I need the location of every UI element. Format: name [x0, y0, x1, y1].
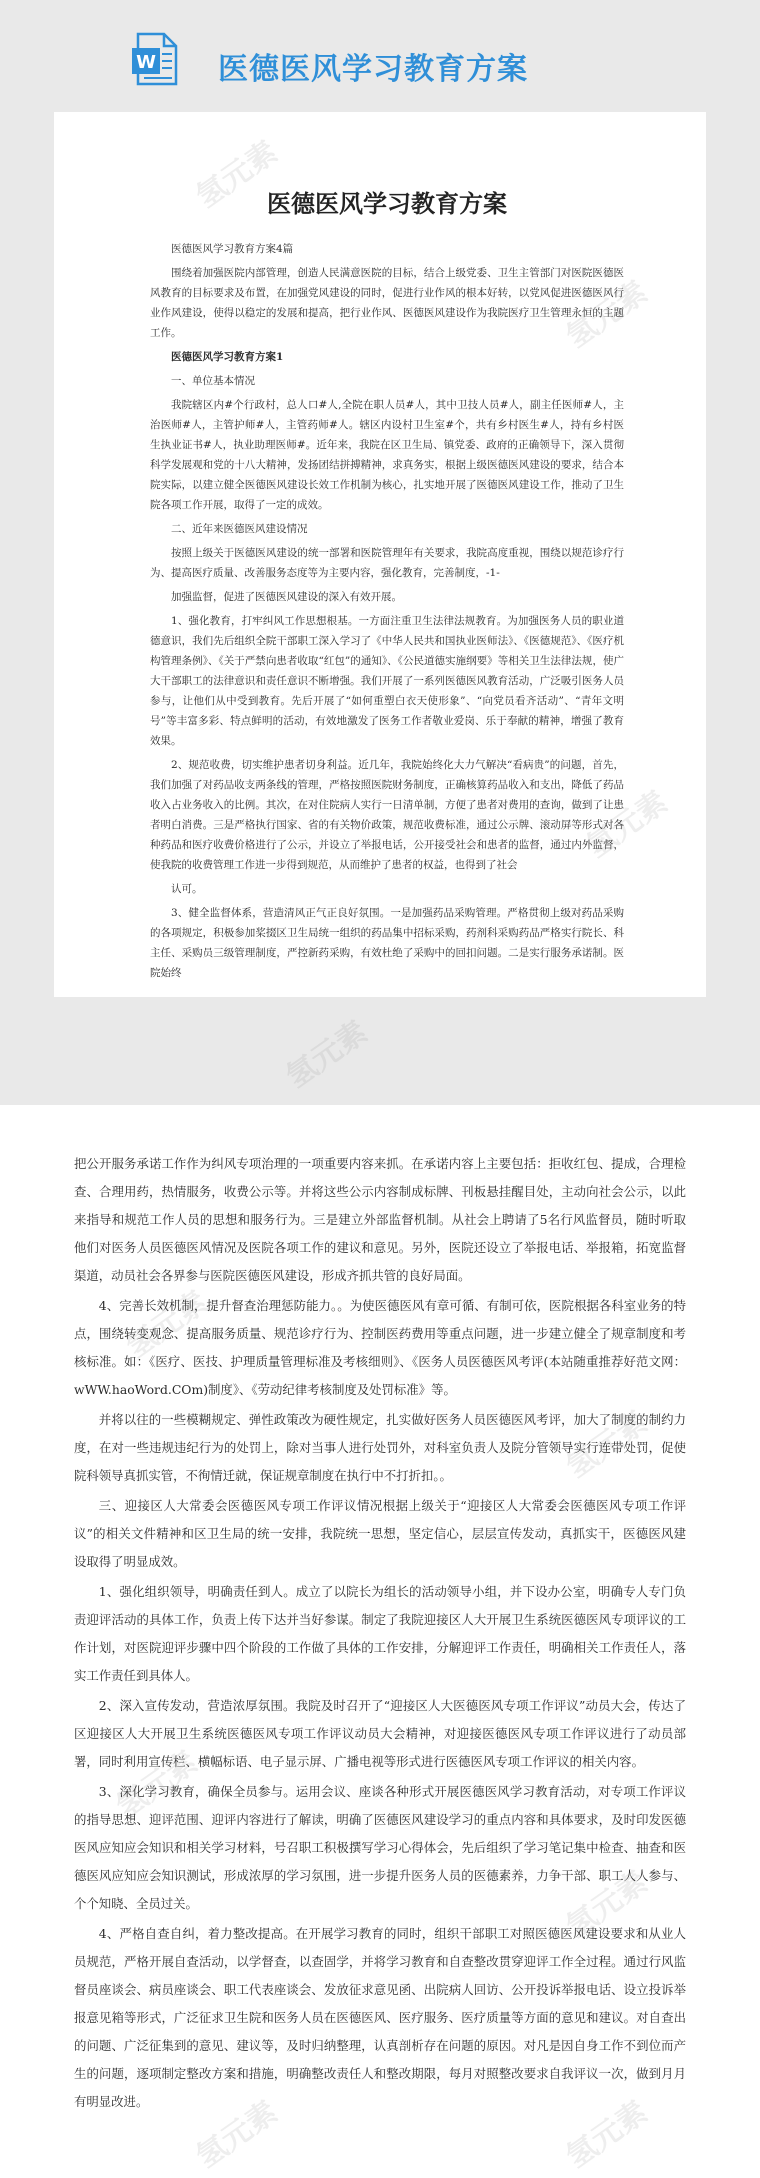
paragraph: 2、深入宣传发动，营造浓厚氛围。我院及时召开了“迎接区人大医德医风专项工作评议”动员大会，传达了区迎接区人大开展卫生系统医德医风专项工作评议动员大会精神，对迎接医德医风专项工作评议进行了动员部署，同时利用宣传栏、横幅标语、电子显示屏、广播电视等形式进行医德医风专项工作评议的相关内容。: [74, 1698, 686, 1769]
document-page-2: [74, 1150, 686, 2118]
banner: [0, 0, 760, 112]
paragraph: 1、强化教育，打牢纠风工作思想根基。一方面注重卫生法律法规教育。为加强医务人员的职业道德意识，我们先后组织全院干部职工深入学习了《中华人民共和国执业医师法》、《医德规范》、《医疗机构管理条例》、《关于严禁向患者收取“红包”的通知》、《公民道德实施纲要》等相关卫生法律法规，使广大干部职工的法律意识和责任意识不断增强。我们开展了一系列医德医风教育活动，广泛吸引医务人员参与，让他们从中受到教育。先后开展了“如何重塑白衣天使形象”、“向党员看齐活动”、“青年文明号”等丰富多彩、特点鲜明的活动，有效地激发了医务工作者敬业爱岗、乐于奉献的精神，增强了教育效果。: [150, 615, 624, 747]
paragraph: 围绕着加强医院内部管理，创造人民满意医院的目标，结合上级党委、卫生主管部门对医院医德医风教育的目标要求及布置，在加强党风建设的同时，促进行业作风的根本好转，以党风促进医德医风行业作风建设，使得以稳定的发展和提高，把行业作风、医德医风建设作为我院医疗卫生管理永恒的主题工作。: [150, 267, 624, 339]
paragraph: 把公开服务承诺工作作为纠风专项治理的一项重要内容来抓。在承诺内容上主要包括：拒收红包、提成，合理检查、合理用药，热情服务，收费公示等。并将这些公示内容制成标牌、刊板悬挂醒目处，主动向社会公示，以此来指导和规范工作人员的思想和服务行为。三是建立外部监督机制。从社会上聘请了5名行风监督员，随时听取他们对医务人员医德医风情况及医院各项工作的建议和意见。另外，医院还设立了举报电话、举报箱，拓宽监督渠道，动员社会各界参与医院医德医风建设，形成齐抓共管的良好局面。: [74, 1156, 686, 1283]
watermark: 氢元素: [120, 1284, 214, 1366]
watermark: 氢元素: [190, 2094, 284, 2176]
paragraph: 认可。: [171, 883, 203, 895]
paragraph: 三、迎接区人大常委会医德医风专项工作评议情况根据上级关于“迎接区人大常委会医德医风专项工作评议”的相关文件精神和区卫生局的统一安排，我院统一思想，坚定信心，层层宣传发动，真抓实干，医德医风建设取得了明显成效。: [74, 1498, 686, 1569]
paragraph: 2、规范收费，切实维护患者切身利益。近几年，我院始终化大力气解决“看病贵”的问题，首先，我们加强了对药品收支两条线的管理，严格按照医院财务制度，正确核算药品收入和支出，降低了药品收入占业务收入的比例。其次，在对住院病人实行一日清单制，方便了患者对费用的查询，做到了让患者明白消费。三是严格执行国家、省的有关物价政策，规范收费标准，通过公示牌、滚动屏等形式对各种药品和医疗收费价格进行了公示，并设立了举报电话，公开接受社会和患者的监督，通过内外监督，使我院的收费管理工作进一步得到规范，从而维护了患者的权益，也得到了社会: [150, 759, 624, 871]
paragraph: 3、健全监督体系，营造清风正气正良好氛围。一是加强药品采购管理。严格贯彻上级对药品采购的各项规定，积极参加桨掇区卫生局统一组织的药品集中招标采购，药剂科采购药品严格实行院长、科主任、采购员三级管理制度，严控新药采购，有效杜绝了采购中的回扣问题。二是实行服务承诺制。医院始终: [150, 907, 624, 979]
watermark: 氢元素: [560, 1864, 654, 1946]
watermark: 氢元素: [560, 1404, 654, 1486]
paragraph: 并将以往的一些模糊规定、弹性政策改为硬性规定，扎实做好医务人员医德医风考评，加大了制度的制约力度，在对一些违规违纪行为的处罚上，除对当事人进行处罚外，对科室负责人及院分管领导实行连带处罚，促使院科领导真抓实管，不徇情迁就，保证规章制度在执行中不打折扣。。: [74, 1412, 686, 1483]
paragraph: 4、完善长效机制，提升督查治理惩防能力。。为使医德医风有章可循、有制可依，医院根据各科室业务的特点，围绕转变观念、提高服务质量、规范诊疗行为、控制医药费用等重点问题，进一步建立健全了规章制度和考核标准。如：《医疗、医技、护理质量管理标准及考核细则》、《医务人员医德医风考评(本站随重推荐好范文网：wWW.haoWord.COm)制度》、《劳动纪律考核制度及处罚标准》等。: [74, 1298, 686, 1397]
paragraph: 3、深化学习教育，确保全员参与。运用会议、座谈各种形式开展医德医风学习教育活动，对专项工作评议的指导思想、迎评范围、迎评内容进行了解读，明确了医德医风建设学习的重点内容和具体要求，及时印发医德医风应知应会知识和相关学习材料，号召职工积极撰写学习心得体会，先后组织了学习笔记集中检查、抽查和医德医风应知应会知识测试，形成浓厚的学习氛围，进一步提升医务人员的医德素养，力争干部、职工人人参与、个个知晓、全员过关。: [74, 1784, 686, 1911]
document-title: 医德医风学习教育方案: [267, 189, 507, 218]
paragraph: 加强监督，促进了医德医风建设的深入有效开展。: [171, 591, 402, 603]
watermark: 氢元素: [110, 1744, 204, 1826]
document-page-1: [54, 112, 706, 997]
banner-title: 医德医风学习教育方案: [218, 52, 528, 87]
paragraph: 按照上级关于医德医风建设的统一部署和医院管理年有关要求，我院高度重视，围绕以规范诊疗行为、提高医疗质量、改善服务态度等为主要内容，强化教育，完善制度，-1-: [150, 547, 624, 579]
word-icon-letter: W: [136, 52, 156, 73]
paragraph: 一、单位基本情况: [171, 375, 255, 387]
paragraph: 二、近年来医德医风建设情况: [171, 523, 308, 535]
section-heading: 医德医风学习教育方案1: [171, 351, 284, 363]
paragraph: 4、严格自查自纠，着力整改提高。在开展学习教育的同时，组织干部职工对照医德医风建设要求和从业人员规范，严格开展自查活动，以学督查，以查固学，并将学习教育和自查整改贯穿迎评工作全过程。通过行风监督员座谈会、病员座谈会、职工代表座谈会、发放征求意见函、出院病人回访、公开投诉举报电话、设立投诉举报意见箱等形式，广泛征求卫生院和医务人员在医德医风、医疗服务、医疗质量等方面的意见和建议。对自查出的问题、广泛征集到的意见、建议等，及时归纳整理，认真剖析存在问题的原因。对凡是因自身工作不到位而产生的问题，逐项制定整改方案和措施，明确整改责任人和整改期限，每月对照整改要求自我评议一次，做到月月有明显改进。: [74, 1926, 686, 2109]
word-document-icon: [132, 32, 178, 86]
paragraph: 医德医风学习教育方案4篇: [171, 243, 294, 255]
paragraph: 1、强化组织领导，明确责任到人。成立了以院长为组长的活动领导小组，并下设办公室，明确专人专门负责迎评活动的具体工作，负责上传下达并当好参谋。制定了我院迎接区人大开展卫生系统医德医风专项评议的工作计划，对医院迎评步骤中四个阶段的工作做了具体的工作安排，分解迎评工作责任，明确相关工作责任人，落实工作责任到具体人。: [74, 1584, 686, 1683]
watermark: 氢元素: [560, 2094, 654, 2176]
page-1-body: [150, 239, 624, 983]
paragraph: 我院辖区内#个行政村，总人口#人,全院在职人员#人，其中卫技人员#人，副主任医师#人，主治医师#人，主管护师#人，主管药师#人。辖区内设村卫生室#个，共有乡村医生#人，持有乡村医生执业证书#人，执业助理医师#。近年来，我院在区卫生局、镇党委、政府的正确领导下，深入贯彻科学发展观和党的十八大精神，发扬团结拼搏精神，求真务实，根据上级医德医风建设的要求，结合本院实际，以建立健全医德医风建设长效工作机制为核心，扎实地开展了医德医风建设工作，推动了卫生院各项工作开展，取得了一定的成效。: [150, 399, 624, 511]
